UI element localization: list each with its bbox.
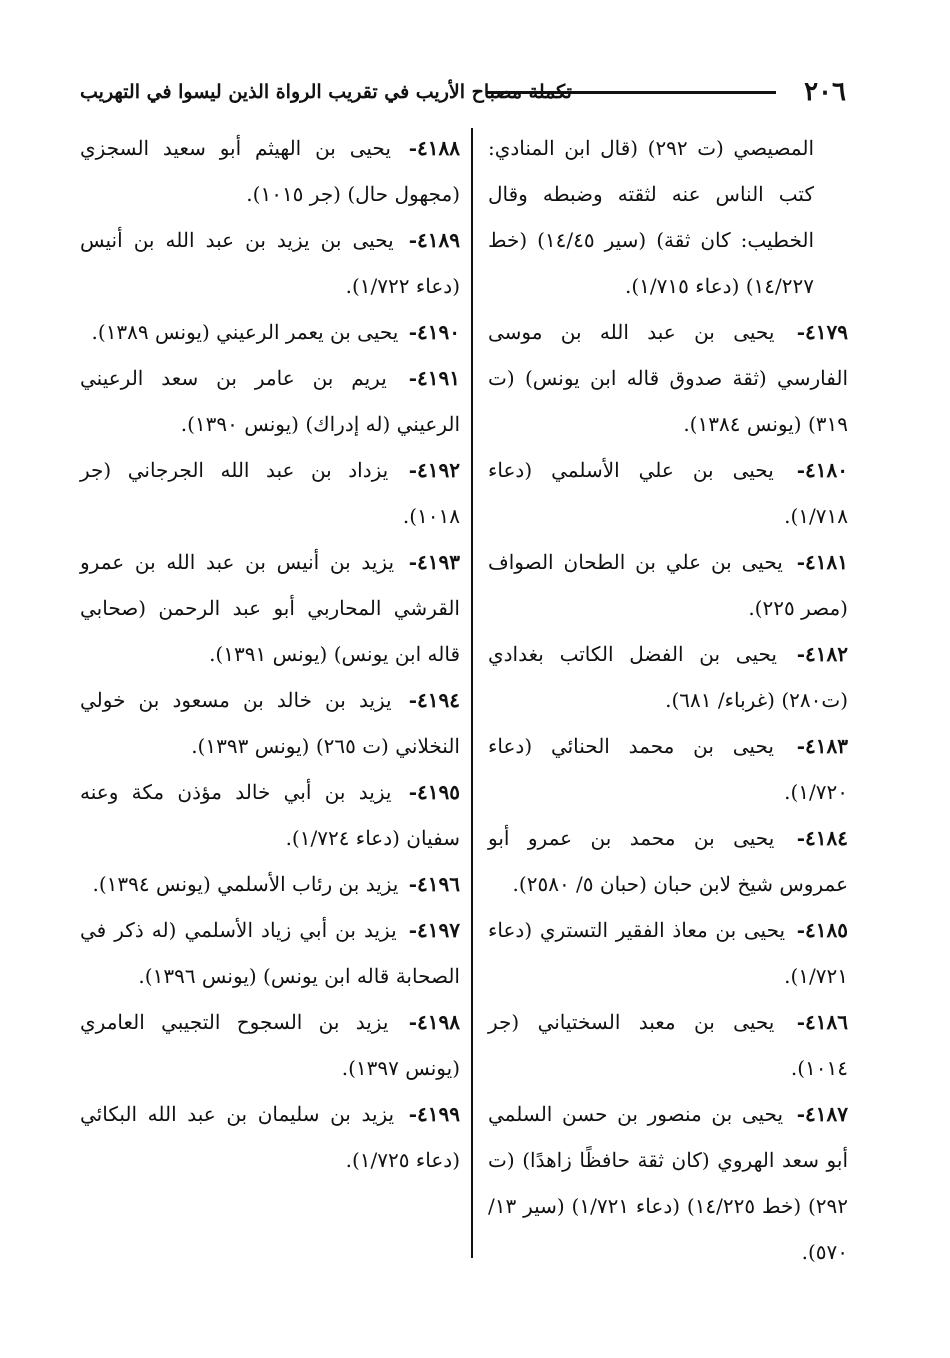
- entry-text: يحيى بن الهيثم أبو سعيد السجزي (مجهول حال) (جر ١٠١٥).: [80, 136, 460, 206]
- entry-number: ٤١٩٦-: [408, 872, 460, 896]
- entry-text: يحيى بن الفضل الكاتب بغدادي (ت٢٨٠) (غرباء/ ٦٨١).: [488, 642, 848, 712]
- entry-number: ٤١٨٧-: [796, 1102, 848, 1126]
- page-number: ٢٠٦: [804, 77, 846, 107]
- entry-number: ٤١٩٨-: [408, 1010, 460, 1034]
- entry-number: ٤١٨٦-: [796, 1010, 848, 1034]
- entry-number: ٤١٩٣-: [408, 550, 460, 574]
- entry-4192: [80, 447, 460, 539]
- entry-4190: [80, 309, 460, 355]
- entry-text: يزيد بن السجوح التجيبي العامري (يونس ١٣٩٧).: [80, 1010, 460, 1080]
- entry-number: ٤١٩٤-: [408, 688, 460, 712]
- entry-4197: [80, 907, 460, 999]
- entry-4180: [488, 447, 848, 539]
- entry-text: يحيى بن يزيد بن عبد الله بن أنيس (دعاء ١/٧٢٢).: [80, 228, 460, 298]
- entry-text: يزداد بن عبد الله الجرجاني (جر ١٠١٨).: [80, 458, 460, 528]
- continuation-text: المصيصي (ت ٢٩٢) (قال ابن المنادي: كتب الناس عنه لثقته وضبطه وقال الخطيب: كان ثقة) (سير ١٤/٤٥) (خط ١٤/٢٢٧) (دعاء ١/٧١٥).: [488, 136, 815, 298]
- entry-number: ٤١٨١-: [796, 550, 849, 574]
- entry-4198: [80, 999, 460, 1091]
- entry-4183: [488, 723, 848, 815]
- entry-text: يزيد بن أبي خالد مؤذن مكة وعنه سفيان (دعاء ١/٧٢٤).: [80, 780, 460, 850]
- entry-number: ٤١٨٩-: [408, 228, 460, 252]
- entry-4195: [80, 769, 460, 861]
- entry-number: ٤١٨٢-: [796, 642, 848, 666]
- entry-4182: [488, 631, 848, 723]
- page-header: [80, 72, 846, 112]
- entry-number: ٤١٨٨-: [408, 136, 461, 160]
- entry-4189: [80, 217, 460, 309]
- right-column: [488, 125, 848, 1275]
- column-divider: [471, 128, 473, 1258]
- entry-text: يحيى بن معاذ الفقير التستري (دعاء ١/٧٢١).: [488, 918, 848, 988]
- entry-4194: [80, 677, 460, 769]
- entry-text: يزيد بن أنيس بن عبد الله بن عمرو القرشي المحاربي أبو عبد الرحمن (صحابي قاله ابن يونس) (يونس ١٣٩١).: [80, 550, 460, 666]
- entry-text: يحيى بن علي بن الطحان الصواف (مصر ٢٢٥).: [488, 550, 848, 620]
- entry-4179: [488, 309, 848, 447]
- entry-text: يحيى بن يعمر الرعيني (يونس ١٣٨٩).: [91, 320, 399, 344]
- entry-4193: [80, 539, 460, 677]
- entry-text: يحيى بن عبد الله بن موسى الفارسي (ثقة صدوق قاله ابن يونس) (ت ٣١٩) (يونس ١٣٨٤).: [488, 320, 848, 436]
- entry-number: ٤١٩٧-: [408, 918, 460, 942]
- entry-4185: [488, 907, 848, 999]
- entry-text: يحيى بن معبد السختياني (جر ١٠١٤).: [488, 1010, 848, 1080]
- entry-4186: [488, 999, 848, 1091]
- entry-text: يزيد بن أبي زياد الأسلمي (له ذكر في الصحابة قاله ابن يونس) (يونس ١٣٩٦).: [80, 918, 460, 988]
- entry-text: يزيد بن رئاب الأسلمي (يونس ١٣٩٤).: [92, 872, 399, 896]
- entry-4191: [80, 355, 460, 447]
- entry-number: ٤١٩٢-: [408, 458, 461, 482]
- entry-4181: [488, 539, 848, 631]
- entry-text: يزيد بن سليمان بن عبد الله البكائي (دعاء ١/٧٢٥).: [80, 1102, 460, 1172]
- entry-number: ٤١٩٩-: [408, 1102, 461, 1126]
- entry-text: يحيى بن محمد بن عمرو أبو عمروس شيخ لابن حبان (حبان ٥/ ٢٥٨٠).: [488, 826, 848, 896]
- entry-number: ٤١٩٥-: [408, 780, 460, 804]
- entry-text: يريم بن عامر بن سعد الرعيني الرعيني (له إدراك) (يونس ١٣٩٠).: [80, 366, 460, 436]
- entry-number: ٤١٩٠-: [408, 320, 460, 344]
- book-title: تكملة مصباح الأريب في تقريب الرواة الذين ليسوا في التهريب: [80, 81, 572, 103]
- entry-4184: [488, 815, 848, 907]
- entry-text: يحيى بن علي الأسلمي (دعاء ١/٧١٨).: [488, 458, 848, 528]
- entry-text: يزيد بن خالد بن مسعود بن خولي النخلاني (ت ٢٦٥) (يونس ١٣٩٣).: [80, 688, 460, 758]
- entry-4199: [80, 1091, 460, 1183]
- entry-4187: [488, 1091, 848, 1275]
- entry-number: ٤١٨٠-: [796, 458, 849, 482]
- entry-4196: [80, 861, 460, 907]
- entry-number: ٤١٨٤-: [796, 826, 848, 850]
- left-column: [80, 125, 460, 1183]
- entry-number: ٤١٨٥-: [796, 918, 849, 942]
- entry-number: ٤١٩١-: [408, 366, 460, 390]
- entry-text: يحيى بن منصور بن حسن السلمي أبو سعد الهروي (كان ثقة حافظًا زاهدًا) (ت ٢٩٢) (خط ١٤/٢٢٥) (دعاء ١/٧٢١) (سير ١٣/ ٥٧٠).: [488, 1102, 848, 1264]
- entry-number: ٤١٧٩-: [796, 320, 849, 344]
- entry-text: يحيى بن محمد الحنائي (دعاء ١/٧٢٠).: [488, 734, 848, 804]
- entry-4188: [80, 125, 460, 217]
- entry-number: ٤١٨٣-: [796, 734, 849, 758]
